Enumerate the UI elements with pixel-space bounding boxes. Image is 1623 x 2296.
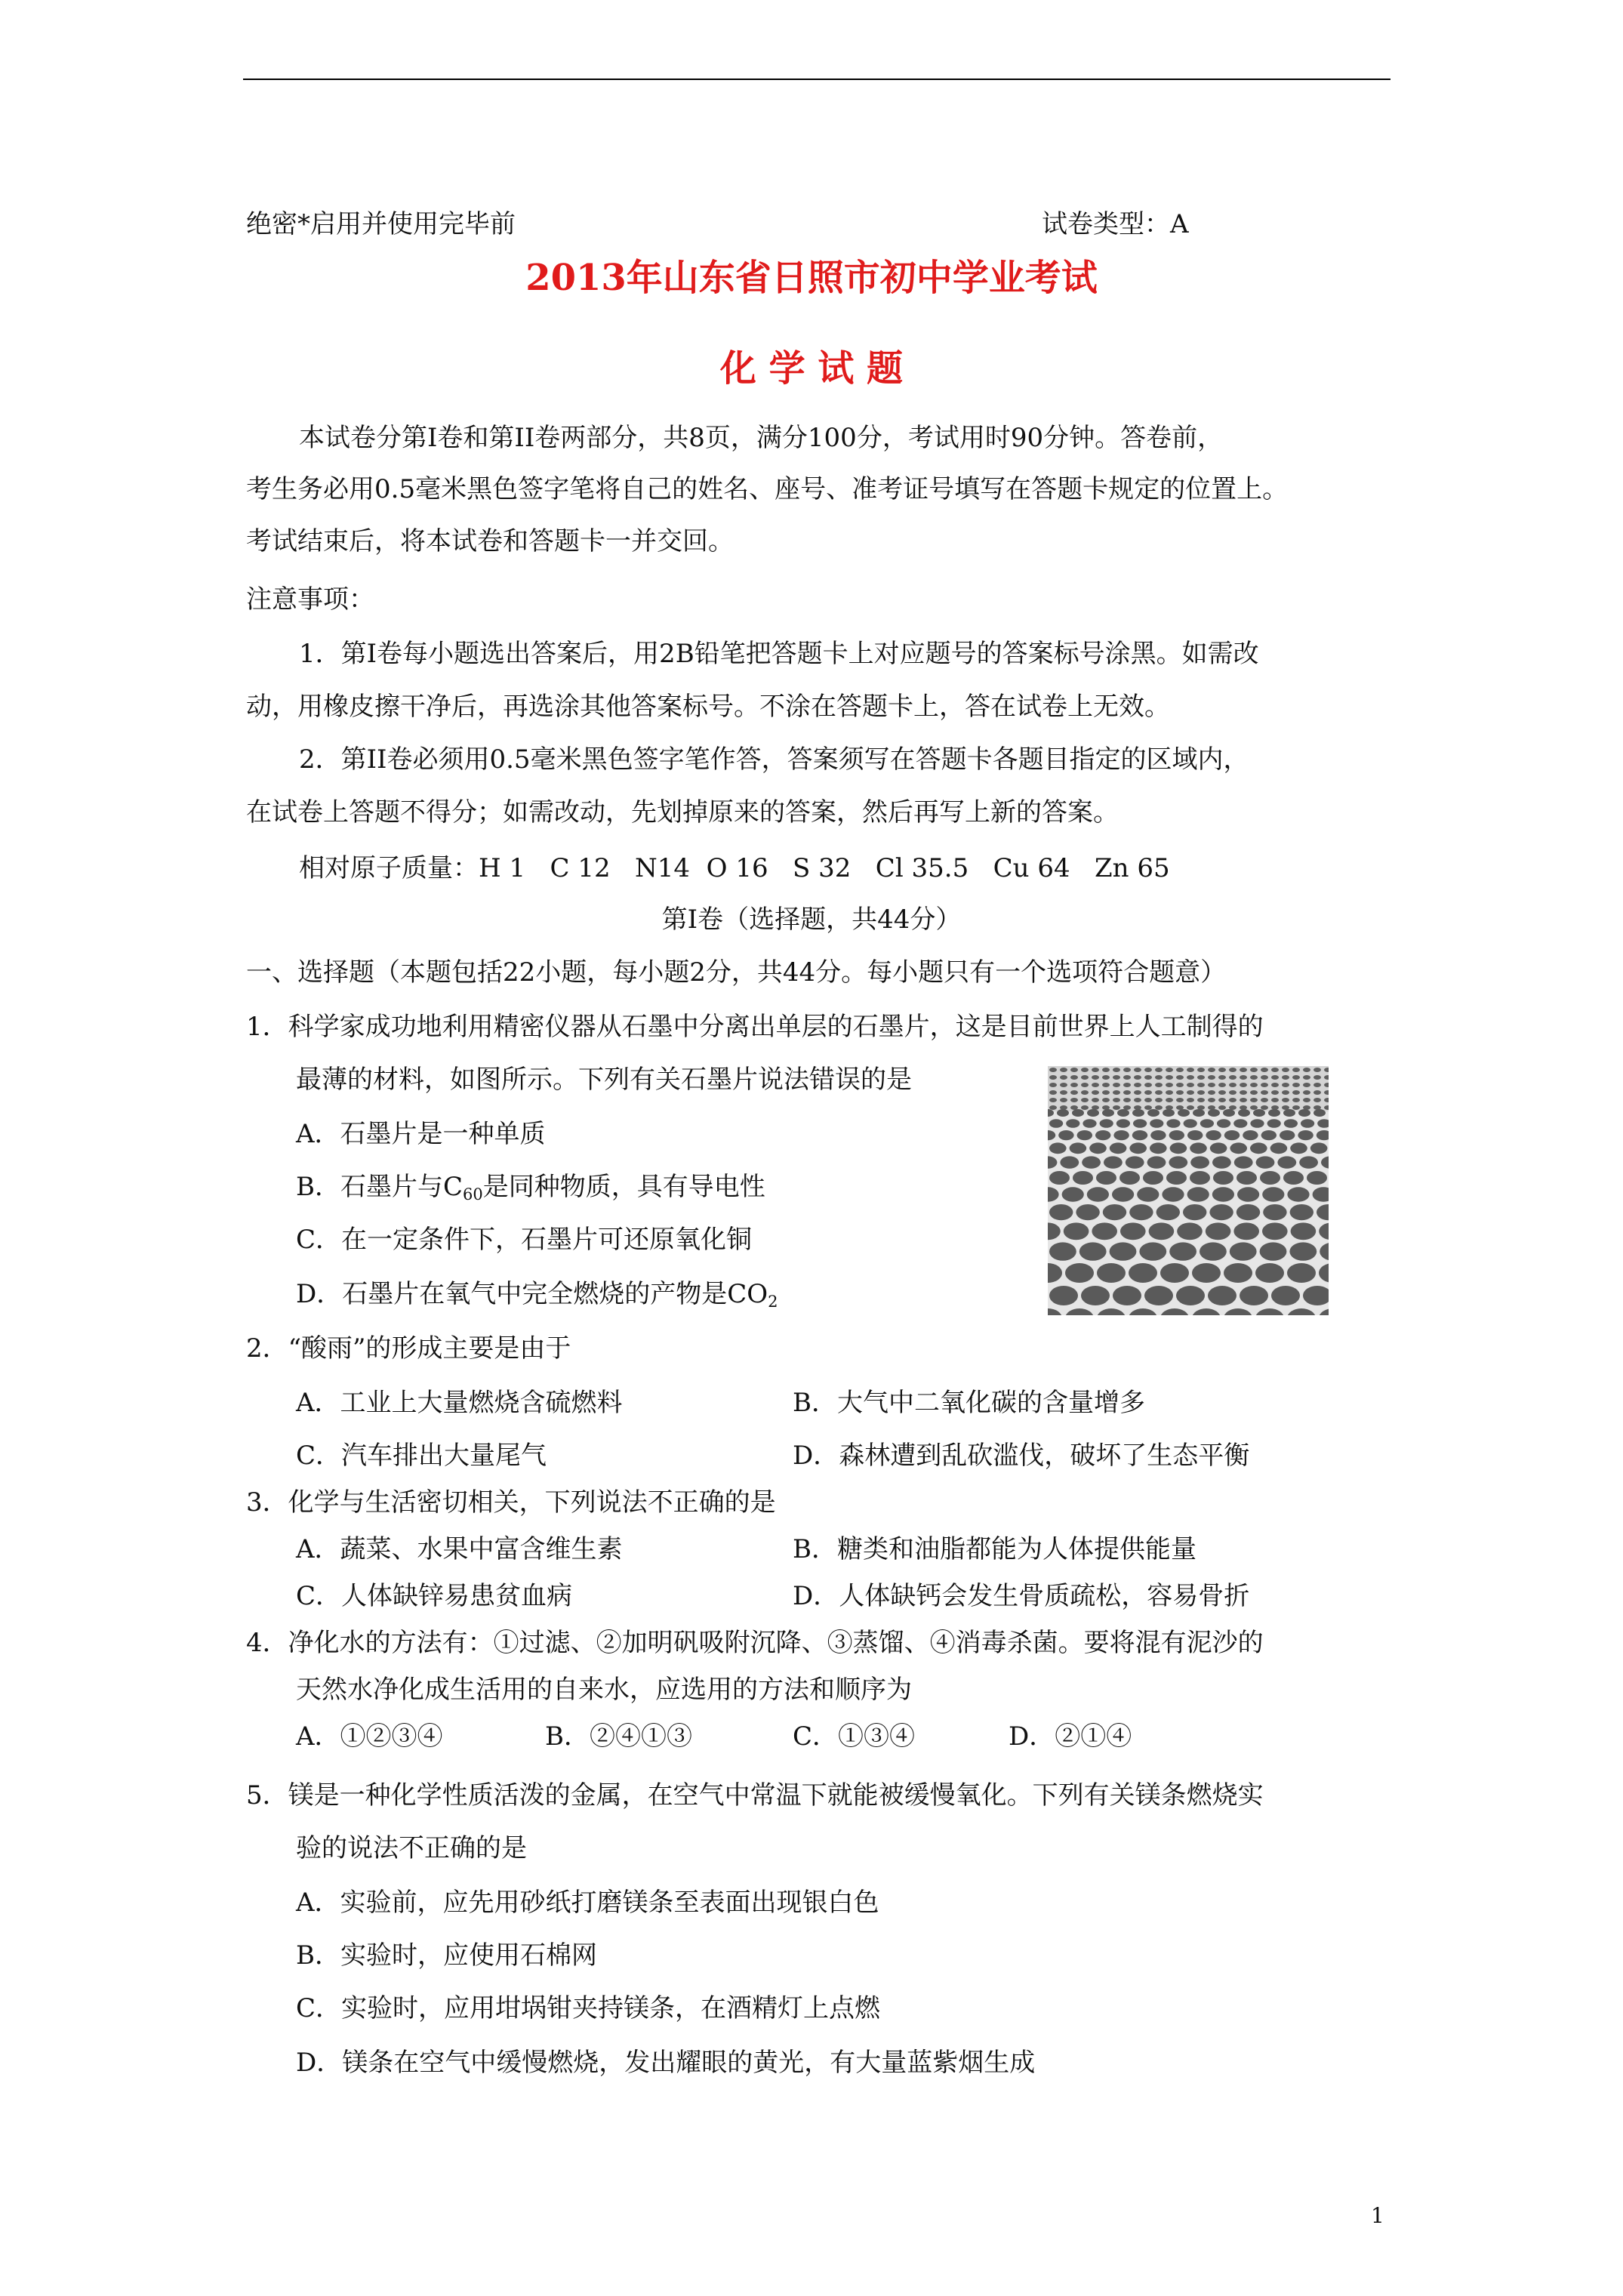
lattice-cell bbox=[1087, 1109, 1099, 1117]
lattice-cell bbox=[1233, 1222, 1259, 1240]
lattice-cell bbox=[1260, 1242, 1287, 1260]
lattice-cell bbox=[1083, 1119, 1096, 1128]
exam-subtitle: 化 学 试 题 bbox=[719, 347, 904, 390]
q1-option-a: A．石墨片是一种单质 bbox=[296, 1119, 546, 1149]
paper-type-label: 试卷类型：A bbox=[1042, 209, 1189, 239]
lattice-cell bbox=[1062, 1187, 1084, 1202]
lattice-cell bbox=[1291, 1222, 1317, 1240]
q2-option-b: B．大气中二氧化碳的含量增多 bbox=[793, 1388, 1145, 1418]
lattice-cell bbox=[1190, 1171, 1210, 1185]
q4-stem-1: 4．净化水的方法有：①过滤、②加明矾吸附沉降、③蒸馏、④消毒杀菌。要将混有泥沙的 bbox=[246, 1628, 1264, 1658]
lattice-cell bbox=[1097, 1263, 1126, 1283]
lattice-cell bbox=[1313, 1109, 1326, 1117]
lattice-cell bbox=[1169, 1130, 1184, 1140]
lattice-cell bbox=[1200, 1119, 1214, 1128]
lattice-cell bbox=[1284, 1119, 1298, 1128]
lattice-cell bbox=[1103, 1204, 1126, 1220]
q2-option-c: C．汽车排出大量尾气 bbox=[296, 1441, 547, 1471]
lattice-cell bbox=[1224, 1263, 1252, 1283]
lattice-cell bbox=[1262, 1222, 1288, 1240]
lattice-cell bbox=[1126, 1156, 1144, 1168]
lattice-cell bbox=[1213, 1171, 1233, 1185]
lattice-cell bbox=[1250, 1142, 1267, 1154]
lattice-cell bbox=[1166, 1171, 1187, 1185]
lattice-cell bbox=[1267, 1119, 1281, 1128]
lattice-cell bbox=[1177, 1222, 1203, 1240]
lattice-cell bbox=[1166, 1119, 1180, 1128]
lattice-cell bbox=[1261, 1130, 1277, 1140]
lattice-cell bbox=[1206, 1222, 1231, 1240]
lattice-cell bbox=[1072, 1109, 1084, 1117]
page-number: 1 bbox=[1371, 2203, 1384, 2228]
lattice-cell bbox=[1187, 1130, 1203, 1140]
q2-stem: 2．“酸雨”的形成主要是由于 bbox=[246, 1333, 571, 1364]
lattice-cell bbox=[1193, 1109, 1205, 1117]
lattice-cell bbox=[1149, 1222, 1175, 1240]
q1-option-d: D．石墨片在氧气中完全燃烧的产物是$CO_2$ bbox=[296, 1279, 778, 1311]
q4-option-b: B．②④①③ bbox=[545, 1721, 692, 1752]
lattice-cell bbox=[1212, 1156, 1231, 1168]
q1-option-b: B．石墨片与$C_{60}$是同种物质，具有导电性 bbox=[296, 1172, 765, 1203]
lattice-cell bbox=[1162, 1187, 1184, 1202]
lattice-cell bbox=[1287, 1187, 1309, 1202]
note-line-4: 在试卷上答题不得分；如需改动，先划掉原来的答案，然后再写上新的答案。 bbox=[246, 797, 1119, 827]
part-title: 一、选择题（本题包括22小题，每小题2分，共44分。每小题只有一个选项符合题意） bbox=[246, 957, 1227, 988]
lattice-cell bbox=[1150, 1142, 1167, 1154]
lattice-cell bbox=[1113, 1130, 1129, 1140]
lattice-cell bbox=[1301, 1119, 1314, 1128]
lattice-cell bbox=[1262, 1187, 1284, 1202]
q3-option-b: B．糖类和油脂都能为人体提供能量 bbox=[793, 1534, 1196, 1564]
lattice-cell bbox=[1147, 1109, 1160, 1117]
lattice-cell bbox=[1224, 1130, 1240, 1140]
lattice-cell bbox=[1143, 1171, 1163, 1185]
lattice-cell bbox=[1150, 1130, 1166, 1140]
lattice-cell bbox=[1233, 1119, 1247, 1128]
lattice-cell bbox=[1184, 1119, 1197, 1128]
lattice-cell bbox=[1120, 1222, 1146, 1240]
lattice-cell bbox=[1163, 1109, 1175, 1117]
lattice-cell bbox=[1076, 1204, 1099, 1220]
lattice-cell bbox=[1240, 1286, 1268, 1305]
lattice-cell bbox=[1236, 1204, 1260, 1220]
lattice-cell bbox=[1073, 1171, 1093, 1185]
lattice-cell bbox=[1112, 1187, 1134, 1202]
q2-option-a: A．工业上大量燃烧含硫燃料 bbox=[296, 1388, 623, 1418]
lattice-cell bbox=[1212, 1187, 1234, 1202]
lattice-cell bbox=[1092, 1222, 1117, 1240]
note-line-2: 动，用橡皮擦干净后，再选涂其他答案标号。不涂在答题卡上，答在试卷上无效。 bbox=[246, 692, 1170, 722]
lattice-cell bbox=[1057, 1109, 1069, 1117]
lattice-cell bbox=[1290, 1204, 1313, 1220]
lattice-cell bbox=[1132, 1130, 1147, 1140]
lattice-cell bbox=[1110, 1142, 1127, 1154]
q2-option-d: D．森林遭到乱砍滥伐，破坏了生态平衡 bbox=[793, 1441, 1250, 1471]
q3-stem: 3．化学与生活密切相关，下列说法不正确的是 bbox=[246, 1487, 776, 1518]
lattice-cell bbox=[1102, 1109, 1114, 1117]
lattice-cell bbox=[1290, 1142, 1307, 1154]
exam-title: 2013年山东省日照市初中学业考试 bbox=[525, 257, 1098, 299]
lattice-cell bbox=[1178, 1109, 1190, 1117]
lattice-cell bbox=[1113, 1286, 1141, 1305]
lattice-cell bbox=[1237, 1187, 1259, 1202]
q5-option-d: D．镁条在空气中缓慢燃烧，发出耀眼的黄光，有大量蓝紫烟生成 bbox=[296, 2048, 1036, 2078]
lattice-cell bbox=[1082, 1156, 1101, 1168]
lattice-cell bbox=[1187, 1187, 1209, 1202]
lattice-cell bbox=[1298, 1130, 1313, 1140]
lattice-cell bbox=[1139, 1242, 1166, 1260]
section-title: 第Ⅰ卷（选择题，共44分） bbox=[661, 905, 962, 935]
intro-line-3: 考试结束后，将本试卷和答题卡一并交回。 bbox=[246, 526, 734, 556]
lattice-cell bbox=[1095, 1130, 1110, 1140]
lattice-cell bbox=[1129, 1204, 1153, 1220]
intro-line-2: 考生务必用0.5毫米黑色签字笔将自己的姓名、座号、准考证号填写在答题卡规定的位置上。 bbox=[246, 474, 1289, 504]
lattice-cell bbox=[1250, 1119, 1264, 1128]
lattice-cell bbox=[1200, 1242, 1227, 1260]
lattice-cell bbox=[1049, 1242, 1076, 1260]
lattice-cell bbox=[1283, 1171, 1304, 1185]
lattice-cell bbox=[1066, 1119, 1079, 1128]
lattice-cell bbox=[1065, 1263, 1094, 1283]
lattice-cell bbox=[1116, 1119, 1130, 1128]
lattice-cell bbox=[1049, 1142, 1067, 1154]
lattice-cell bbox=[1310, 1142, 1328, 1154]
lattice-cell bbox=[1119, 1171, 1140, 1185]
lattice-cell bbox=[1176, 1286, 1205, 1305]
q4-option-d: D．②①④ bbox=[1009, 1721, 1132, 1752]
q5-stem-2: 验的说法不正确的是 bbox=[296, 1833, 527, 1863]
atomic-masses: 相对原子质量：H 1 C 12 N14 O 16 S 32 Cl 35.5 Cu 64 Zn 65 bbox=[299, 853, 1170, 883]
q5-option-b: B．实验时，应使用石棉网 bbox=[296, 1940, 597, 1971]
q1-stem-2: 最薄的材料，如图所示。下列有关石墨片说法错误的是 bbox=[296, 1065, 912, 1095]
lattice-cell bbox=[1137, 1187, 1159, 1202]
lattice-cell bbox=[1234, 1156, 1253, 1168]
lattice-cell bbox=[1192, 1263, 1221, 1283]
lattice-cell bbox=[1243, 1130, 1258, 1140]
lattice-cell bbox=[1307, 1171, 1327, 1185]
lattice-cell bbox=[1117, 1109, 1129, 1117]
q3-option-d: D．人体缺钙会发生骨质疏松，容易骨折 bbox=[793, 1581, 1250, 1611]
lattice-cell bbox=[1096, 1171, 1116, 1185]
lattice-cell bbox=[1129, 1142, 1147, 1154]
q1-option-c: C．在一定条件下，石墨片可还原氧化铜 bbox=[296, 1225, 753, 1255]
lattice-cell bbox=[1289, 1242, 1317, 1260]
lattice-cell bbox=[1270, 1142, 1288, 1154]
lattice-cell bbox=[1129, 1263, 1157, 1283]
q1-stem-1: 1．科学家成功地利用精密仪器从石墨中分离出单层的石墨片，这是目前世界上人工制得的 bbox=[246, 1012, 1264, 1042]
q3-option-c: C．人体缺锌易患贫血病 bbox=[296, 1581, 573, 1611]
lattice-cell bbox=[1170, 1142, 1187, 1154]
lattice-cell bbox=[1230, 1142, 1247, 1154]
lattice-cell bbox=[1110, 1242, 1137, 1260]
lattice-cell bbox=[1049, 1171, 1070, 1185]
lattice-cell bbox=[1236, 1171, 1257, 1185]
lattice-cell bbox=[1100, 1119, 1113, 1128]
lattice-cell bbox=[1253, 1109, 1265, 1117]
q4-stem-2: 天然水净化成生活用的自来水，应选用的方法和顺序为 bbox=[296, 1675, 912, 1705]
lattice-cell bbox=[1268, 1109, 1280, 1117]
lattice-cell bbox=[1060, 1156, 1079, 1168]
lattice-cell bbox=[1049, 1286, 1078, 1305]
lattice-cell bbox=[1256, 1156, 1275, 1168]
lattice-cell bbox=[1156, 1204, 1180, 1220]
lattice-cell bbox=[1210, 1142, 1227, 1154]
lattice-cell bbox=[1217, 1119, 1230, 1128]
lattice-cell bbox=[1206, 1130, 1221, 1140]
lattice-cell bbox=[1209, 1204, 1233, 1220]
lattice-cell bbox=[1208, 1109, 1220, 1117]
notes-title: 注意事项： bbox=[246, 584, 374, 615]
lattice-cell bbox=[1169, 1156, 1187, 1168]
lattice-cell bbox=[1277, 1156, 1296, 1168]
lattice-cell bbox=[1089, 1142, 1107, 1154]
lattice-cell bbox=[1147, 1156, 1166, 1168]
q4-option-c: C．①③④ bbox=[793, 1721, 916, 1752]
lattice-cell bbox=[1132, 1109, 1144, 1117]
lattice-cell bbox=[1064, 1222, 1089, 1240]
lattice-cell bbox=[1104, 1156, 1123, 1168]
lattice-cell bbox=[1070, 1142, 1087, 1154]
lattice-cell bbox=[1299, 1156, 1318, 1168]
lattice-cell bbox=[1160, 1263, 1189, 1283]
lattice-cell bbox=[1081, 1286, 1110, 1305]
lattice-cell bbox=[1280, 1130, 1295, 1140]
lattice-cell bbox=[1260, 1171, 1280, 1185]
lattice-cell bbox=[1287, 1263, 1316, 1283]
q5-stem-1: 5．镁是一种化学性质活泼的金属，在空气中常温下就能被缓慢氧化。下列有关镁条燃烧实 bbox=[246, 1780, 1264, 1811]
lattice-cell bbox=[1169, 1242, 1196, 1260]
lattice-cell bbox=[1230, 1242, 1257, 1260]
q4-option-a: A．①②③④ bbox=[296, 1721, 443, 1752]
lattice-cell bbox=[1183, 1204, 1206, 1220]
header-rule bbox=[243, 79, 1390, 80]
note-line-1: 1．第Ⅰ卷每小题选出答案后，用2B铅笔把答题卡上对应题号的答案标号涂黑。如需改 bbox=[299, 639, 1259, 669]
note-line-3: 2．第II卷必须用0.5毫米黑色签字笔作答，答案须写在答题卡各题目指定的区域内， bbox=[299, 744, 1249, 775]
lattice-cell bbox=[1283, 1109, 1295, 1117]
q5-option-c: C．实验时，应用坩埚钳夹持镁条，在酒精灯上点燃 bbox=[296, 1993, 881, 2023]
lattice-cell bbox=[1049, 1204, 1073, 1220]
graphene-image bbox=[1048, 1066, 1329, 1315]
lattice-cell bbox=[1190, 1142, 1207, 1154]
q5-option-a: A．实验前，应先用砂纸打磨镁条至表面出现银白色 bbox=[296, 1888, 879, 1918]
confidential-label: 绝密*启用并使用完毕前 bbox=[246, 209, 516, 239]
lattice-cell bbox=[1058, 1130, 1073, 1140]
lattice-cell bbox=[1238, 1109, 1250, 1117]
lattice-cell bbox=[1190, 1156, 1209, 1168]
lattice-cell bbox=[1077, 1130, 1092, 1140]
q3-option-a: A．蔬菜、水果中富含维生素 bbox=[296, 1534, 623, 1564]
lattice-cell bbox=[1255, 1263, 1284, 1283]
lattice-cell bbox=[1263, 1204, 1286, 1220]
lattice-cell bbox=[1133, 1119, 1147, 1128]
lattice-cell bbox=[1271, 1286, 1300, 1305]
intro-line-1: 本试卷分第Ⅰ卷和第II卷两部分，共8页，满分100分，考试用时90分钟。答卷前， bbox=[299, 423, 1224, 453]
lattice-cell bbox=[1298, 1109, 1310, 1117]
lattice-cell bbox=[1208, 1286, 1236, 1305]
lattice-cell bbox=[1223, 1109, 1235, 1117]
lattice-cell bbox=[1144, 1286, 1173, 1305]
lattice-cell bbox=[1150, 1119, 1163, 1128]
lattice-cell bbox=[1087, 1187, 1109, 1202]
lattice-cell bbox=[1049, 1119, 1063, 1128]
lattice-cell bbox=[1079, 1242, 1107, 1260]
